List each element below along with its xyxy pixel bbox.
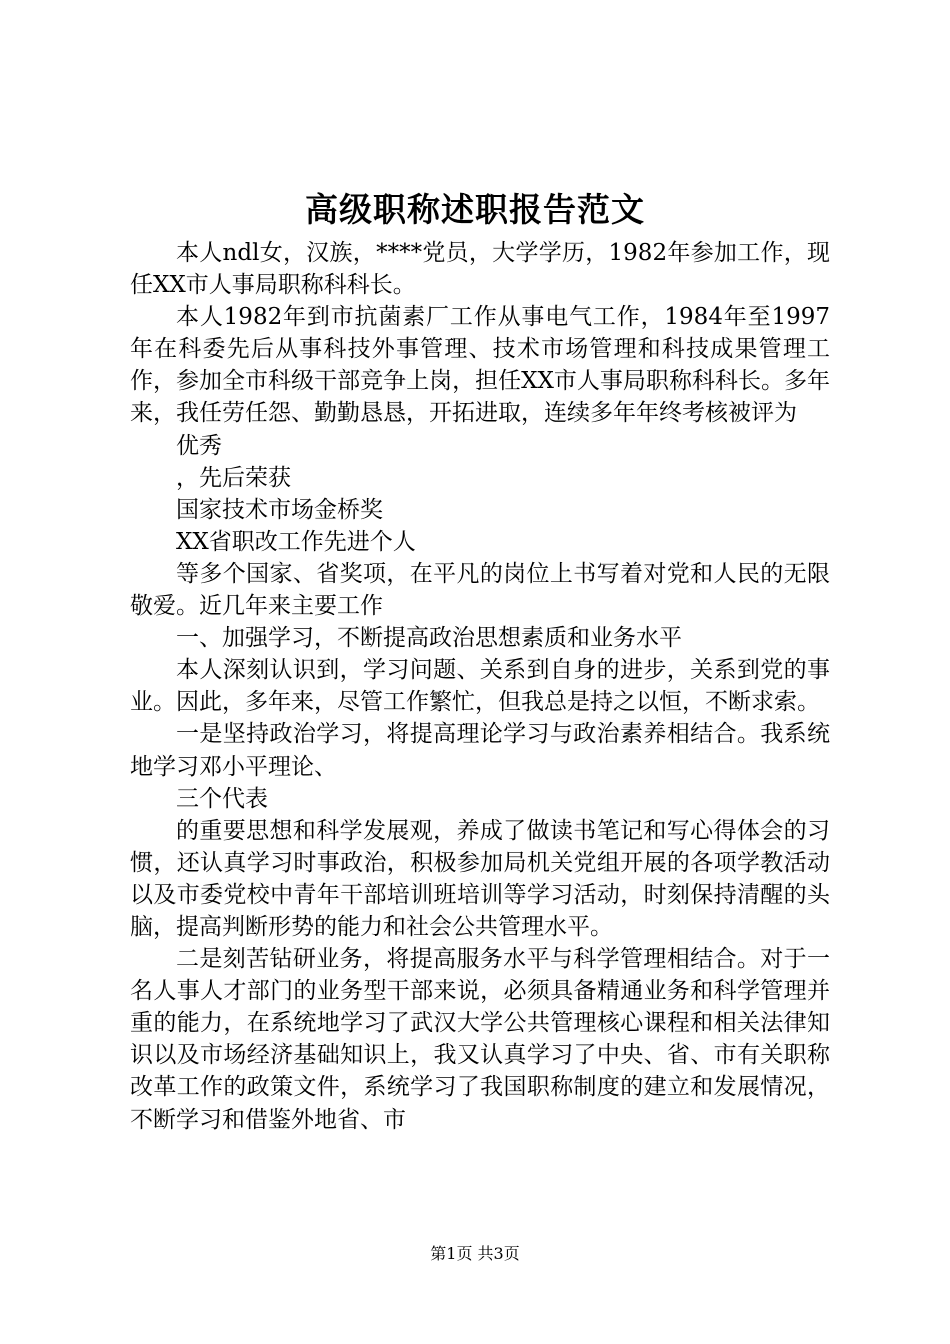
- paragraph: ，先后荣获: [176, 464, 291, 491]
- document-body: [130, 237, 830, 1136]
- paragraph: 本人1982年到市抗菌素厂工作从事电气工作，1984年至1997年在科委先后从事科技外事管理、技术市场管理和科技成果管理工作，参加全市科级干部竞争上岗，担任XX市人事局职称科科长。多年来，我任劳任怨、勤勤恳恳，开拓进取，连续多年年终考核被评为: [130, 304, 830, 427]
- paragraph: XX省职改工作先进个人: [176, 528, 416, 555]
- paragraph: 三个代表: [176, 785, 268, 812]
- paragraph: 优秀: [176, 432, 222, 459]
- paragraph: 一是坚持政治学习，将提高理论学习与政治素养相结合。我系统地学习邓小平理论、: [130, 721, 830, 780]
- section-heading: 一、加强学习，不断提高政治思想素质和业务水平: [176, 625, 682, 652]
- paragraph: 等多个国家、省奖项，在平凡的岗位上书写着对党和人民的无限敬爱。近几年来主要工作: [130, 560, 830, 620]
- paragraph: 本人深刻认识到，学习问题、关系到自身的进步，关系到党的事业。因此，多年来，尽管工作繁忙，但我总是持之以恒，不断求索。: [130, 657, 830, 716]
- paragraph: 二是刻苦钻研业务，将提高服务水平与科学管理相结合。对于一名人事人才部门的业务型干部来说，必须具备精通业务和科学管理并重的能力，在系统地学习了武汉大学公共管理核心课程和相关法律知识以及市场经济基础知识上，我又认真学习了中央、省、市有关职称改革工作的政策文件，系统学习了我国职称制度的建立和发展情况，不断学习和借鉴外地省、市: [130, 946, 830, 1133]
- paragraph: 本人ndl女，汉族，****党员，大学学历，1982年参加工作，现任XX市人事局职称科科长。: [130, 240, 830, 299]
- paragraph: 国家技术市场金桥奖: [176, 496, 383, 523]
- document-title: 高级职称述职报告范文: [305, 190, 645, 229]
- page-footer: 第1页 共3页: [430, 1244, 520, 1263]
- paragraph: 的重要思想和科学发展观，养成了做读书笔记和写心得体会的习惯，还认真学习时事政治，积极参加局机关党组开展的各项学教活动以及市委党校中青年干部培训班培训等学习活动，时刻保持清醒的头脑，提高判断形势的能力和社会公共管理水平。: [130, 817, 830, 940]
